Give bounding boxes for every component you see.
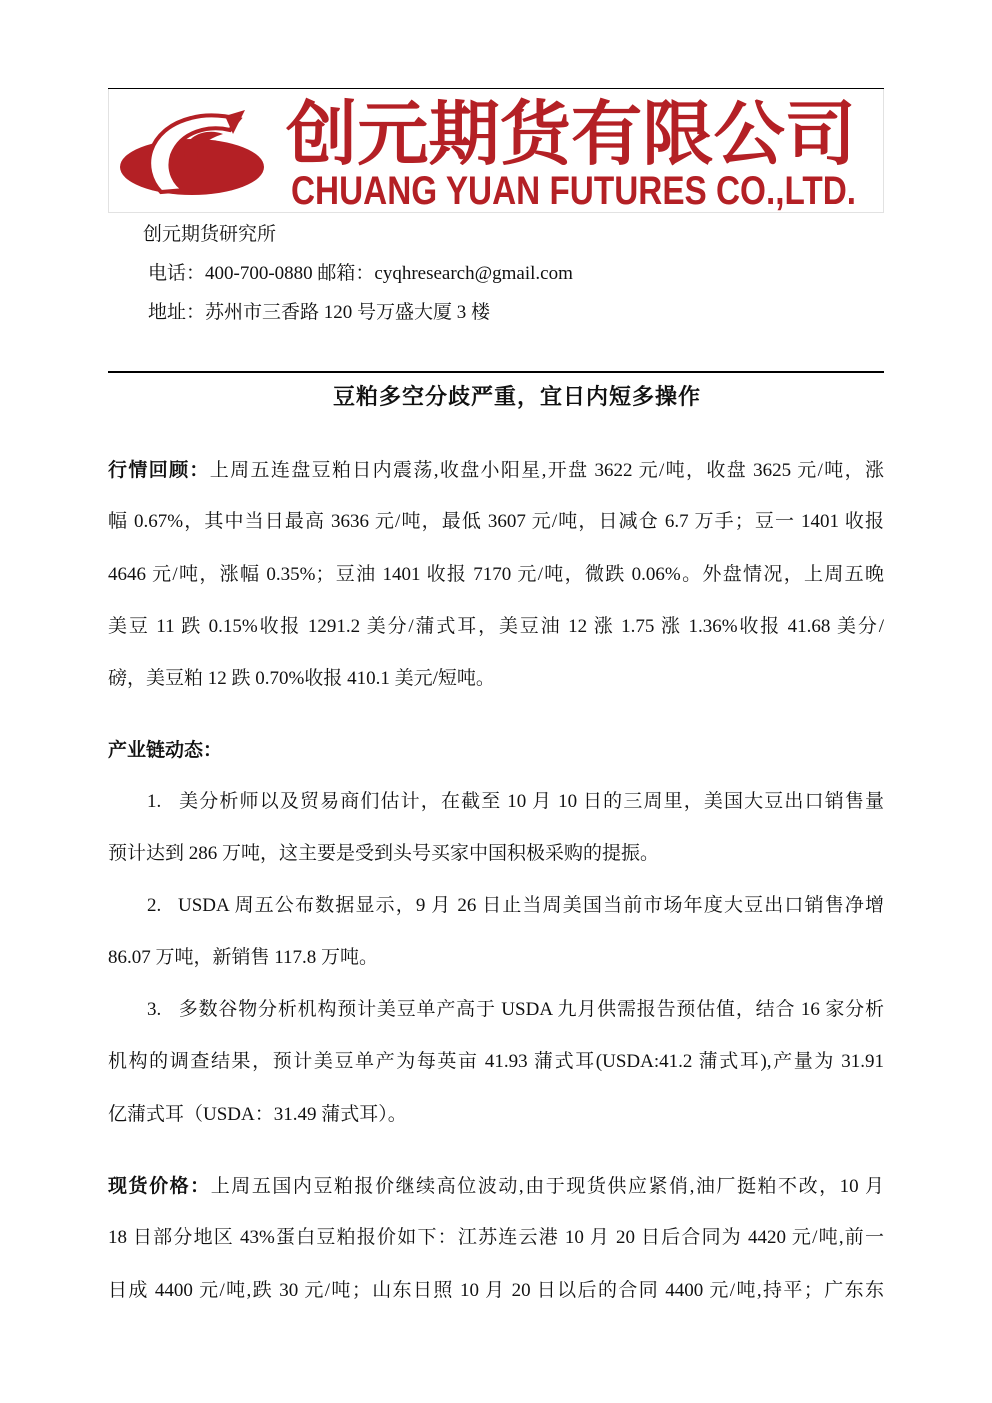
company-logo [109, 89, 883, 212]
spot-price-line: 18 日部分地区 43%蛋白豆粕报价如下：江苏连云港 10 月 20 日后合同为 4420 元/吨,前一 [108, 1227, 884, 1249]
address-info: 地址：苏州市三香路 120 号万盛大厦 3 楼 [148, 302, 491, 323]
market-review-section [108, 444, 884, 705]
market-review-label: 行情回顾： [108, 459, 210, 481]
company-logo-banner [108, 89, 884, 213]
industry-item-line [147, 880, 884, 932]
header-separator [108, 371, 884, 373]
industry-item-line [147, 776, 884, 828]
contact-info: 电话：400-700-0880 邮箱：cyqhresearch@gmail.com [148, 263, 573, 284]
company-name-cn: 创元期货有限公司 [286, 93, 856, 175]
item-text: 多数谷物分析机构预计美豆单产高于 USDA 九月供需报告预估值，结合 16 家分析 [178, 999, 884, 1020]
spot-price-line [108, 1160, 884, 1212]
item-text: 美分析师以及贸易商们估计，在截至 10 月 10 日的三周里，美国大豆出口销售量 [178, 791, 884, 812]
item-number: 3. [147, 999, 162, 1020]
market-review-line: 美豆 11 跌 0.15%收报 1291.2 美分/蒲式耳，美豆油 12 涨 1.75 涨 1.36%收报 41.68 美分/ [108, 615, 884, 637]
market-review-line: 磅，美豆粕 12 跌 0.70%收报 410.1 美元/短吨。 [108, 668, 495, 689]
market-review-line: 幅 0.67%，其中当日最高 3636 元/吨，最低 3607 元/吨，日减仓 6.7 万手；豆一 1401 收报 [108, 511, 884, 533]
industry-item-line: 86.07 万吨，新销售 117.8 万吨。 [108, 947, 379, 969]
institute-name: 创元期货研究所 [143, 224, 277, 245]
spot-price-section [108, 1160, 884, 1317]
industry-item-2 [108, 880, 884, 985]
industry-item-1 [108, 776, 884, 881]
industry-item-line: 预计达到 286 万吨，这主要是受到头号买家中国积极采购的提振。 [108, 843, 660, 865]
company-name-en: CHUANG YUAN FUTURES CO.,LTD. [291, 169, 856, 213]
industry-chain-heading-block [108, 724, 884, 776]
item-text: USDA 周五公布数据显示，9 月 26 日止当周美国当前市场年度大豆出口销售净增 [178, 895, 884, 916]
industry-item-line [147, 984, 884, 1036]
page-title: 豆粕多空分歧严重，宜日内短多操作 [333, 385, 702, 410]
market-review-line: 4646 元/吨，涨幅 0.35%；豆油 1401 收报 7170 元/吨，微跌 0.06%。外盘情况，上周五晚 [108, 563, 884, 585]
spot-price-line: 日成 4400 元/吨,跌 30 元/吨；山东日照 10 月 20 日以后的合同 4400 元/吨,持平；广东东 [108, 1279, 884, 1301]
market-review-text: 上周五连盘豆粕日内震荡,收盘小阳星,开盘 3622 元/吨，收盘 3625 元/吨，涨 [209, 460, 884, 481]
industry-item-line: 机构的调查结果，预计美豆单产为每英亩 41.93 蒲式耳(USDA:41.2 蒲式耳),产量为 31.91 [108, 1051, 884, 1073]
market-review-line [108, 444, 884, 496]
item-number: 1. [147, 791, 162, 812]
swirl-emblem-icon [120, 110, 264, 195]
industry-item-line: 亿蒲式耳（USDA：31.49 蒲式耳）。 [108, 1103, 407, 1125]
industry-chain-label: 产业链动态： [108, 739, 223, 761]
industry-item-3 [108, 984, 884, 1141]
spot-price-text: 上周五国内豆粕报价继续高位波动,由于现货供应紧俏,油厂挺粕不改，10 月 [210, 1176, 884, 1197]
item-number: 2. [147, 895, 162, 916]
spot-price-label: 现货价格： [108, 1175, 211, 1197]
